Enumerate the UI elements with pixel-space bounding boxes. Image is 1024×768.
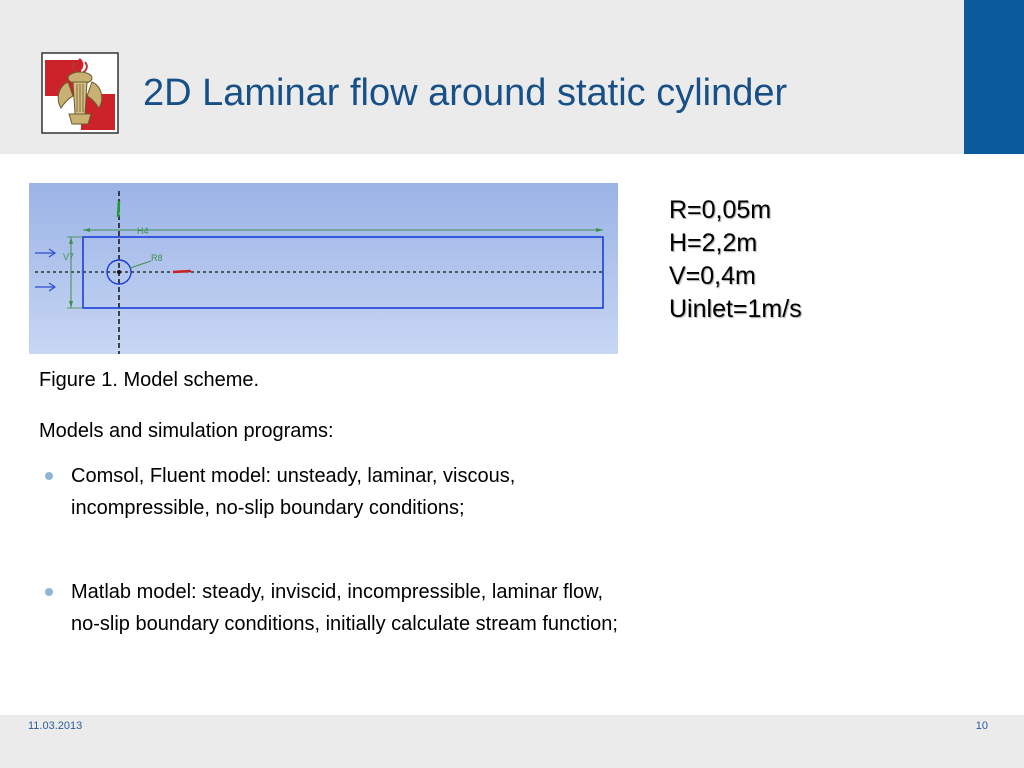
x-axis-marker	[173, 271, 191, 272]
bullet-item-comsol-fluent	[45, 460, 925, 524]
parameter-v: V=0,4m	[669, 262, 756, 290]
parameter-inlet-velocity: Uinlet=1m/s	[669, 295, 802, 323]
parameter-height: H=2,2m	[669, 229, 758, 257]
h-dimension-label: H4	[137, 226, 149, 236]
footer-band	[0, 715, 1024, 768]
v-dimension-label: V7	[63, 252, 75, 262]
figure-caption: Figure 1. Model scheme.	[39, 369, 260, 391]
parameter-radius: R=0,05m	[669, 196, 772, 224]
bullet-item-matlab	[45, 576, 925, 640]
university-logo-icon	[41, 52, 119, 134]
bullet-line: no-slip boundary conditions, initially calculate stream function;	[71, 613, 618, 635]
header-accent-bar	[964, 0, 1024, 154]
bullet-dot-icon	[45, 472, 53, 480]
bullet-list	[45, 460, 925, 692]
bullet-line: incompressible, no-slip boundary conditions;	[71, 497, 465, 519]
models-heading: Models and simulation programs:	[39, 420, 334, 442]
bullet-line: Matlab model: steady, inviscid, incompressible, laminar flow,	[71, 581, 604, 603]
footer-date: 11.03.2013	[28, 720, 83, 732]
model-scheme-figure	[29, 183, 618, 354]
cylinder-center-point	[117, 270, 121, 274]
r-dimension-label: R8	[151, 253, 163, 263]
y-axis-marker	[118, 201, 119, 217]
parameter-list	[669, 194, 802, 326]
bullet-dot-icon	[45, 588, 53, 596]
slide-title: 2D Laminar flow around static cylinder	[143, 72, 788, 114]
footer-page-number: 10	[975, 720, 988, 732]
bullet-line: Comsol, Fluent model: unsteady, laminar, viscous,	[71, 465, 516, 487]
